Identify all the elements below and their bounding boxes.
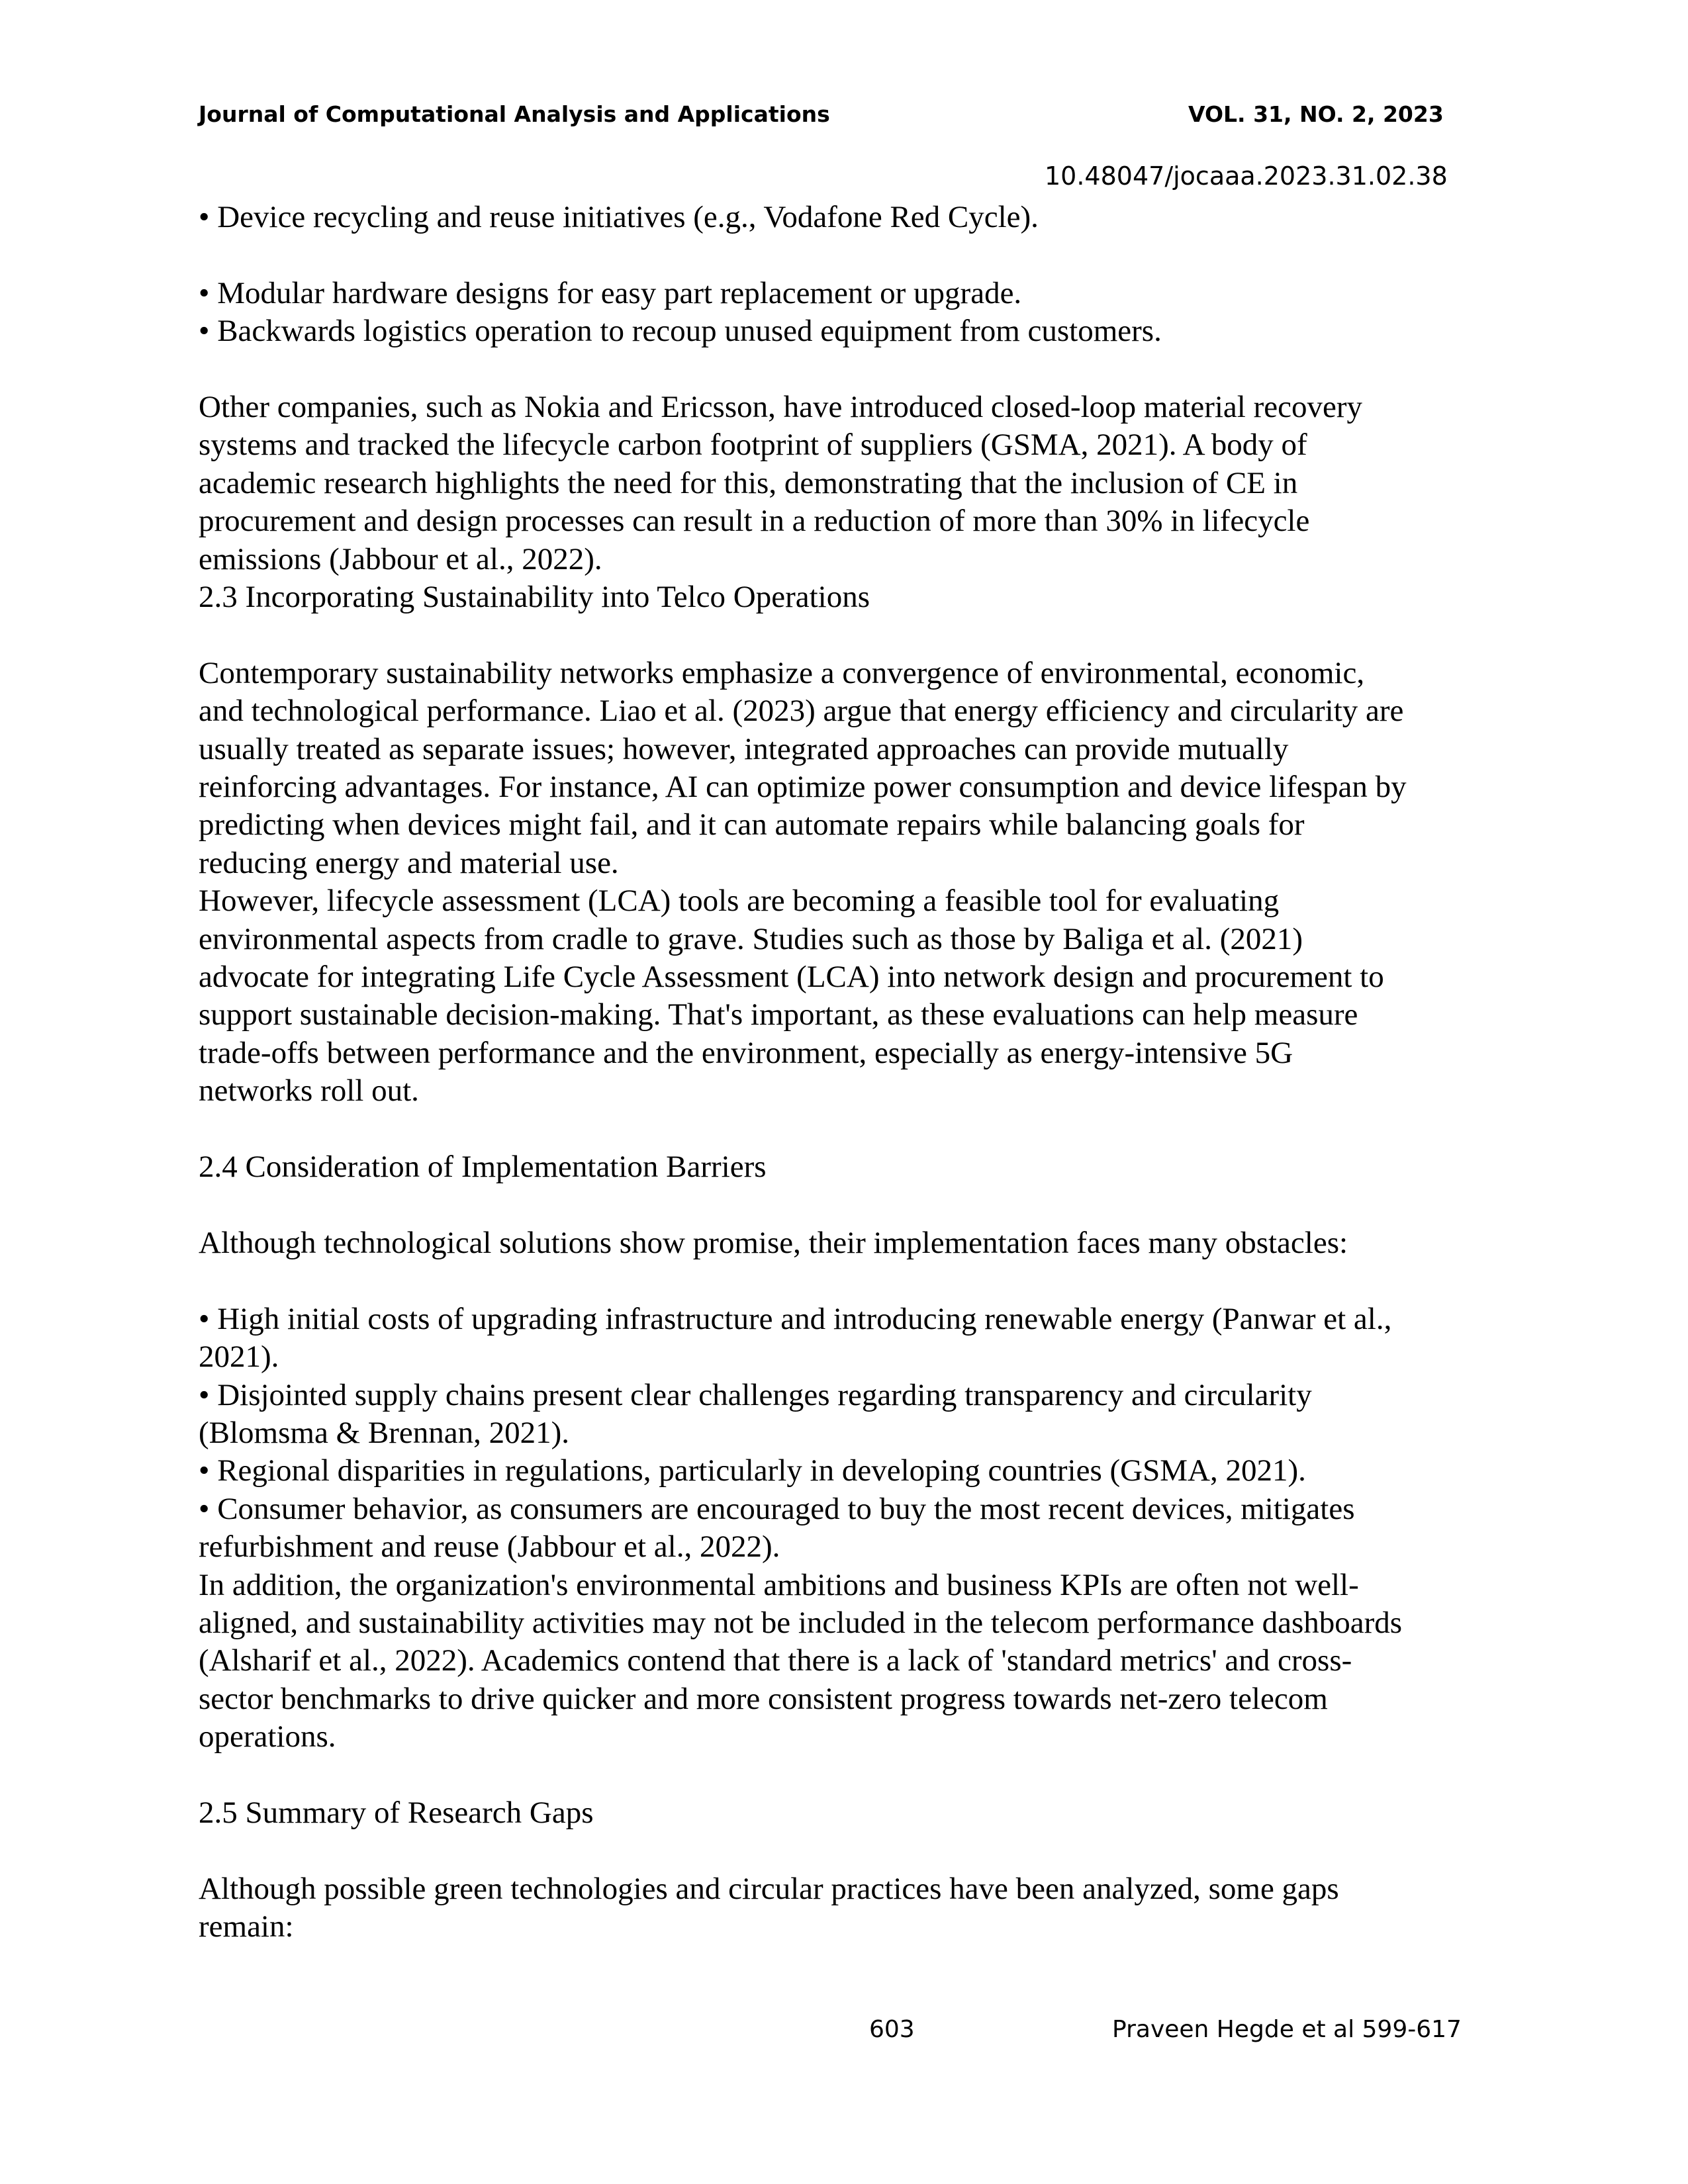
journal-title: Journal of Computational Analysis and Applications	[199, 101, 830, 127]
bullets-modular-logistics: • Modular hardware designs for easy part replacement or upgrade. • Backwards logistics operation to recoup unused equipment from customers.	[199, 275, 1162, 349]
bullets-barriers: • High initial costs of upgrading infrastructure and introducing renewable energy (Panwar et al., 2021). • Disjointed supply chains present clear challenges regarding transparency and circularity (Blomsma & Brennan, 2021). • Regional disparities in regulations, particularly in developing countries (GSMA, 2021). • Consumer behavior, as consumers are encouraged to buy the most recent devices, mitigates refurbishment and reuse (Jabbour et al., 2022).	[199, 1301, 1392, 1565]
paragraph-2-3-convergence: Contemporary sustainability networks emphasize a convergence of environmental, economic, and technological performance. Liao et al. (2023) argue that energy efficiency and circularity are usually treated as separate issues; however, integrated approaches can provide mutually reinforcing advantages. For instance, AI can optimize power consumption and device lifespan by predicting when devices might fail, and it can automate repairs while balancing goals for reducing energy and material use.	[199, 655, 1407, 880]
doi: 10.48047/jocaaa.2023.31.02.38	[1045, 161, 1448, 191]
paragraph-ce-companies: Other companies, such as Nokia and Ericsson, have introduced closed-loop material recovery systems and tracked the lifecycle carbon footprint of suppliers (GSMA, 2021). A body of academic research highlights the need for this, demonstrating that the inclusion of CE in procurement and design processes can result in a reduction of more than 30% in lifecycle emissions (Jabbour et al., 2022).	[199, 390, 1362, 576]
heading-section-2-4: 2.4 Consideration of Implementation Barriers	[199, 1150, 767, 1185]
heading-section-2-3: 2.3 Incorporating Sustainability into Telco Operations	[199, 580, 870, 615]
author-page-range: Praveen Hegde et al 599-617	[1112, 2016, 1462, 2043]
paragraph-2-3-lca: However, lifecycle assessment (LCA) tools are becoming a feasible tool for evaluating environmental aspects from cradle to grave. Studies such as those by Baliga et al. (2021) advocate for integrating Life Cycle Assessment (LCA) into network design and procurement to support sustainable decision-making. That's important, as these evaluations can help measure trade-offs between performance and the environment, especially as energy-intensive 5G networks roll out.	[199, 884, 1384, 1109]
body-text	[199, 199, 1496, 1946]
paragraph-2-4-addition: In addition, the organization's environmental ambitions and business KPIs are often not well- aligned, and sustainability activities may not be included in the telecom performance dashboards (Alsharif et al., 2022). Academics contend that there is a lack of 'standard metrics' and cross- sector benchmarks to drive quicker and more consistent progress towards net-zero telecom operations.	[199, 1567, 1403, 1754]
bullet-recycling: • Device recycling and reuse initiatives (e.g., Vodafone Red Cycle).	[199, 200, 1039, 234]
paragraph-2-4-intro: Although technological solutions show promise, their implementation faces many obstacles:	[199, 1225, 1348, 1260]
page-number: 603	[869, 2016, 915, 2043]
heading-section-2-5: 2.5 Summary of Research Gaps	[199, 1795, 594, 1830]
volume-info: VOL. 31, NO. 2, 2023	[1188, 101, 1444, 127]
paragraph-2-5-gaps: Although possible green technologies and circular practices have been analyzed, some gaps remain:	[199, 1871, 1339, 1944]
